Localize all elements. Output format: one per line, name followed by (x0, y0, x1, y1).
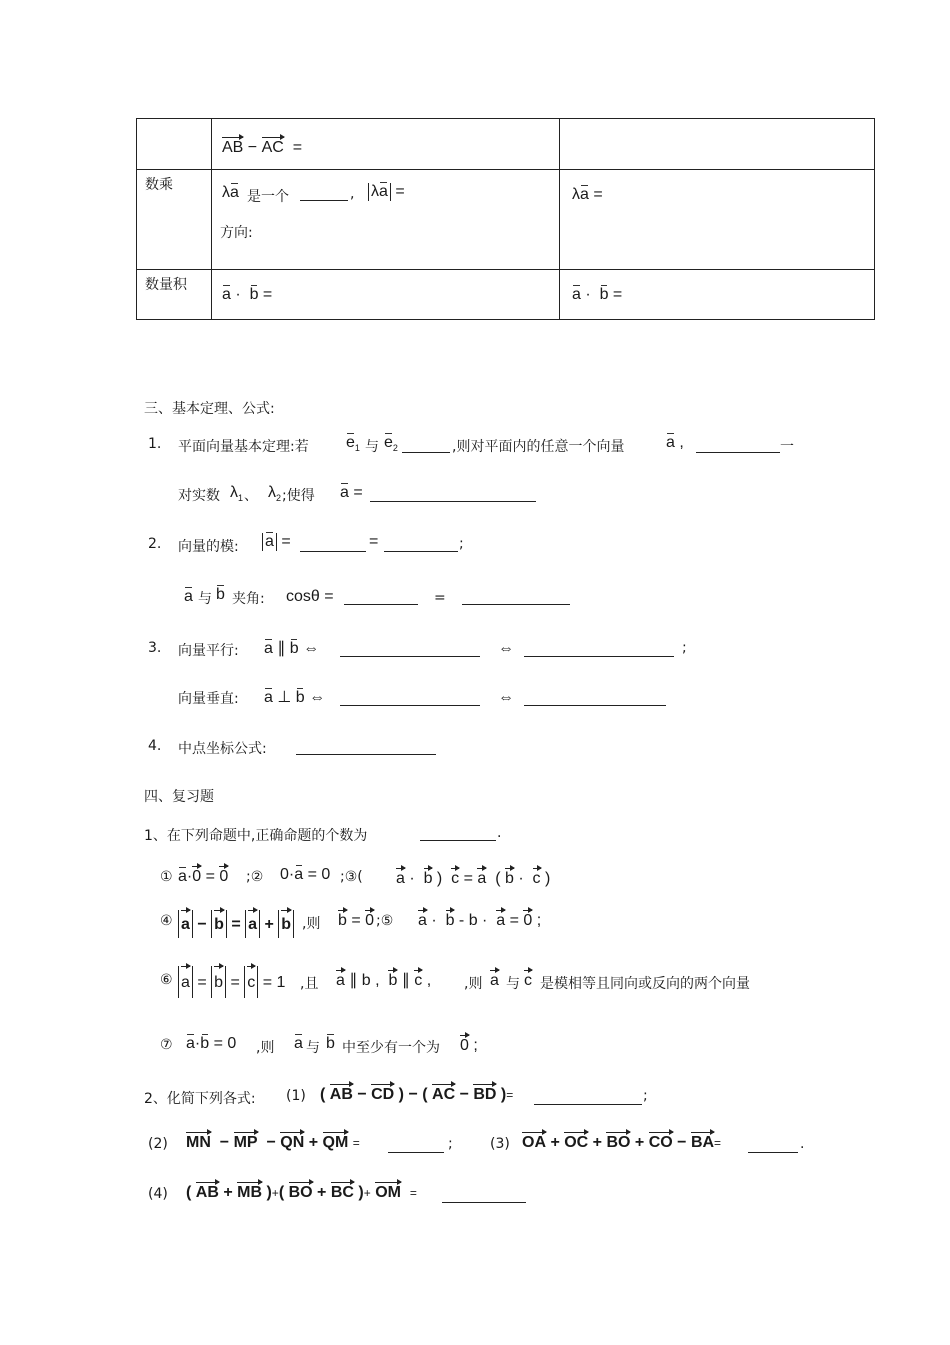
table-cell-label (137, 119, 212, 170)
equals-sign: = (369, 533, 379, 550)
blank-line (524, 691, 666, 706)
table-cell-label (137, 270, 212, 320)
conclusion-text: 中至少有一个为 (342, 1040, 440, 1056)
question-2: 2、化简下列各式: (144, 1091, 256, 1107)
table-row (137, 119, 875, 170)
parallel-conditions: a ∥ b , b ∥ c , (336, 972, 432, 989)
prop-4-num: ④ (160, 913, 173, 929)
sub-3-num: (3) (490, 1136, 510, 1152)
theorem-text-3: 一 (780, 439, 794, 455)
prop-4: a − b = a + b (178, 910, 294, 938)
prop-7-num: ⑦ (160, 1037, 173, 1053)
comma: , (350, 186, 355, 202)
table-cell-label (137, 170, 212, 270)
blank-line (300, 537, 366, 552)
table-row (137, 270, 875, 320)
table-cell (212, 170, 560, 270)
dot-product-def: a · b = (222, 286, 273, 303)
conclusion-text: 是模相等且同向或反向的两个向量 (540, 976, 750, 992)
blank-line (748, 1138, 798, 1153)
item-number: 2. (148, 536, 162, 552)
expr-2: MN − MP − QN + QM = (186, 1134, 360, 1151)
expr-4: ( AB + MB )+( BO + BC )+ OM = (186, 1184, 417, 1201)
blank-line (340, 691, 480, 706)
zero-vector: 0 ; (460, 1037, 478, 1054)
and-text: 与 (365, 439, 379, 455)
then-text: ,则 (256, 1040, 275, 1056)
prop-3-num: ;③( (340, 869, 363, 885)
semicolon: ; (643, 1088, 648, 1104)
iff-symbol: ⇔ (498, 689, 514, 706)
and-text: 与 (306, 1040, 320, 1056)
prop-1-num: ① (160, 869, 173, 885)
b-vec: b (326, 1035, 335, 1052)
then-text: ,则 (464, 976, 483, 992)
perpendicular-expr: a ⊥ b ⇔ (264, 689, 326, 706)
blank-line (340, 642, 480, 657)
blank-line (370, 487, 536, 502)
prop-6-moduli: a = b = c = 1 (178, 966, 285, 998)
table-cell (560, 170, 875, 270)
blank-line (462, 590, 570, 605)
section-3-heading: 三、基本定理、公式: (144, 401, 275, 417)
prop-3: a · b ) c = a ( b · c ) (396, 870, 551, 887)
iff-symbol: ⇔ (498, 640, 514, 657)
blank-line (696, 438, 780, 453)
sub-1-num: (1) (286, 1088, 306, 1104)
e2-vector: $e_2$ (384, 434, 398, 454)
blank-line (388, 1138, 444, 1153)
item-number: 3. (148, 640, 162, 656)
then-text: ,则 (302, 916, 321, 932)
cos-theta: cosθ = (286, 588, 334, 605)
a-vector: a , (666, 434, 684, 451)
lambda1: $\lambda_1$ (230, 484, 244, 504)
table-cell (212, 119, 560, 170)
prop-6-num: ⑥ (160, 972, 173, 988)
b-vec: b (216, 586, 225, 603)
sub-2-num: (2) (148, 1136, 168, 1152)
table-cell (560, 119, 875, 170)
blank-line (420, 826, 496, 841)
modulus-a: a = (262, 533, 291, 551)
table-cell (560, 270, 875, 320)
and-text: 与 (506, 976, 520, 992)
sub-4-num: (4) (148, 1186, 168, 1202)
prop-5-num: ;⑤ (376, 913, 394, 929)
and-text: ,且 (300, 976, 319, 992)
prop-5: a · b - b · a = 0 ; (418, 912, 542, 929)
c-vec: c (524, 972, 532, 989)
semicolon: ; (448, 1136, 453, 1152)
table-cell (212, 270, 560, 320)
question-1: 1、在下列命题中,正确命题的个数为 (144, 828, 368, 844)
such-that: ;使得 (282, 488, 315, 504)
blank-line (402, 438, 450, 453)
period: . (800, 1136, 805, 1152)
blank-line (524, 642, 674, 657)
lambda-a-coord: λa = (572, 186, 603, 203)
table-row (137, 170, 875, 270)
e1-vector: $e_1$ (346, 434, 360, 454)
blank-line (534, 1090, 642, 1105)
subtraction-formula: AB − AC = (222, 139, 303, 156)
lambda2: $\lambda_2$ (268, 484, 282, 504)
period: . (497, 825, 502, 841)
blank-line (300, 186, 348, 201)
modulus-label: 向量的模: (178, 539, 239, 555)
item-number: 4. (148, 738, 162, 754)
a-vec: a (184, 588, 193, 605)
vector-operations-table (136, 118, 875, 320)
blank-line (442, 1188, 526, 1203)
abs-lambda-a: λa = (368, 183, 405, 201)
prop-1: a·0 = 0 (178, 868, 229, 885)
prop-2-num: ;② (246, 869, 264, 885)
expr-3: OA + OC + BO + CO − BA= (522, 1134, 722, 1151)
expr-1: ( AB − CD ) − ( AC − BD )= (320, 1086, 514, 1103)
direction-label: 方向: (220, 225, 253, 241)
parallel-label: 向量平行: (178, 643, 239, 659)
a-vec: a (490, 972, 499, 989)
semicolon: ; (459, 536, 464, 552)
separator: 、 (244, 488, 258, 504)
row-label-scalar: 数乘 (145, 177, 173, 193)
b-equals-zero: b = 0 (338, 912, 375, 929)
angle-label: 夹角: (232, 591, 265, 607)
dot-product-coord: a · b = (572, 286, 623, 303)
semicolon: ; (682, 640, 687, 656)
prop-2: 0·a = 0 (280, 866, 331, 883)
theorem-text: 平面向量基本定理:若 (178, 439, 309, 455)
theorem-text-2: ,则对平面内的任意一个向量 (452, 439, 625, 455)
a-equals: a = (340, 484, 363, 501)
real-numbers-text: 对实数 (178, 488, 220, 504)
perpendicular-label: 向量垂直: (178, 691, 239, 707)
item-number: 1. (148, 436, 162, 452)
midpoint-label: 中点坐标公式: (178, 741, 267, 757)
prop-7: a·b = 0 (186, 1035, 237, 1052)
a-vec: a (294, 1035, 303, 1052)
and-text: 与 (198, 591, 212, 607)
row-label-dot: 数量积 (145, 277, 187, 293)
scalar-desc: 是一个 (247, 189, 289, 205)
equals-sign: = (434, 590, 446, 606)
parallel-expr: a ∥ b ⇔ (264, 640, 320, 657)
blank-line (296, 740, 436, 755)
blank-line (384, 537, 458, 552)
blank-line (344, 590, 418, 605)
section-4-heading: 四、复习题 (144, 789, 214, 805)
lambda-a: λa (222, 184, 239, 201)
